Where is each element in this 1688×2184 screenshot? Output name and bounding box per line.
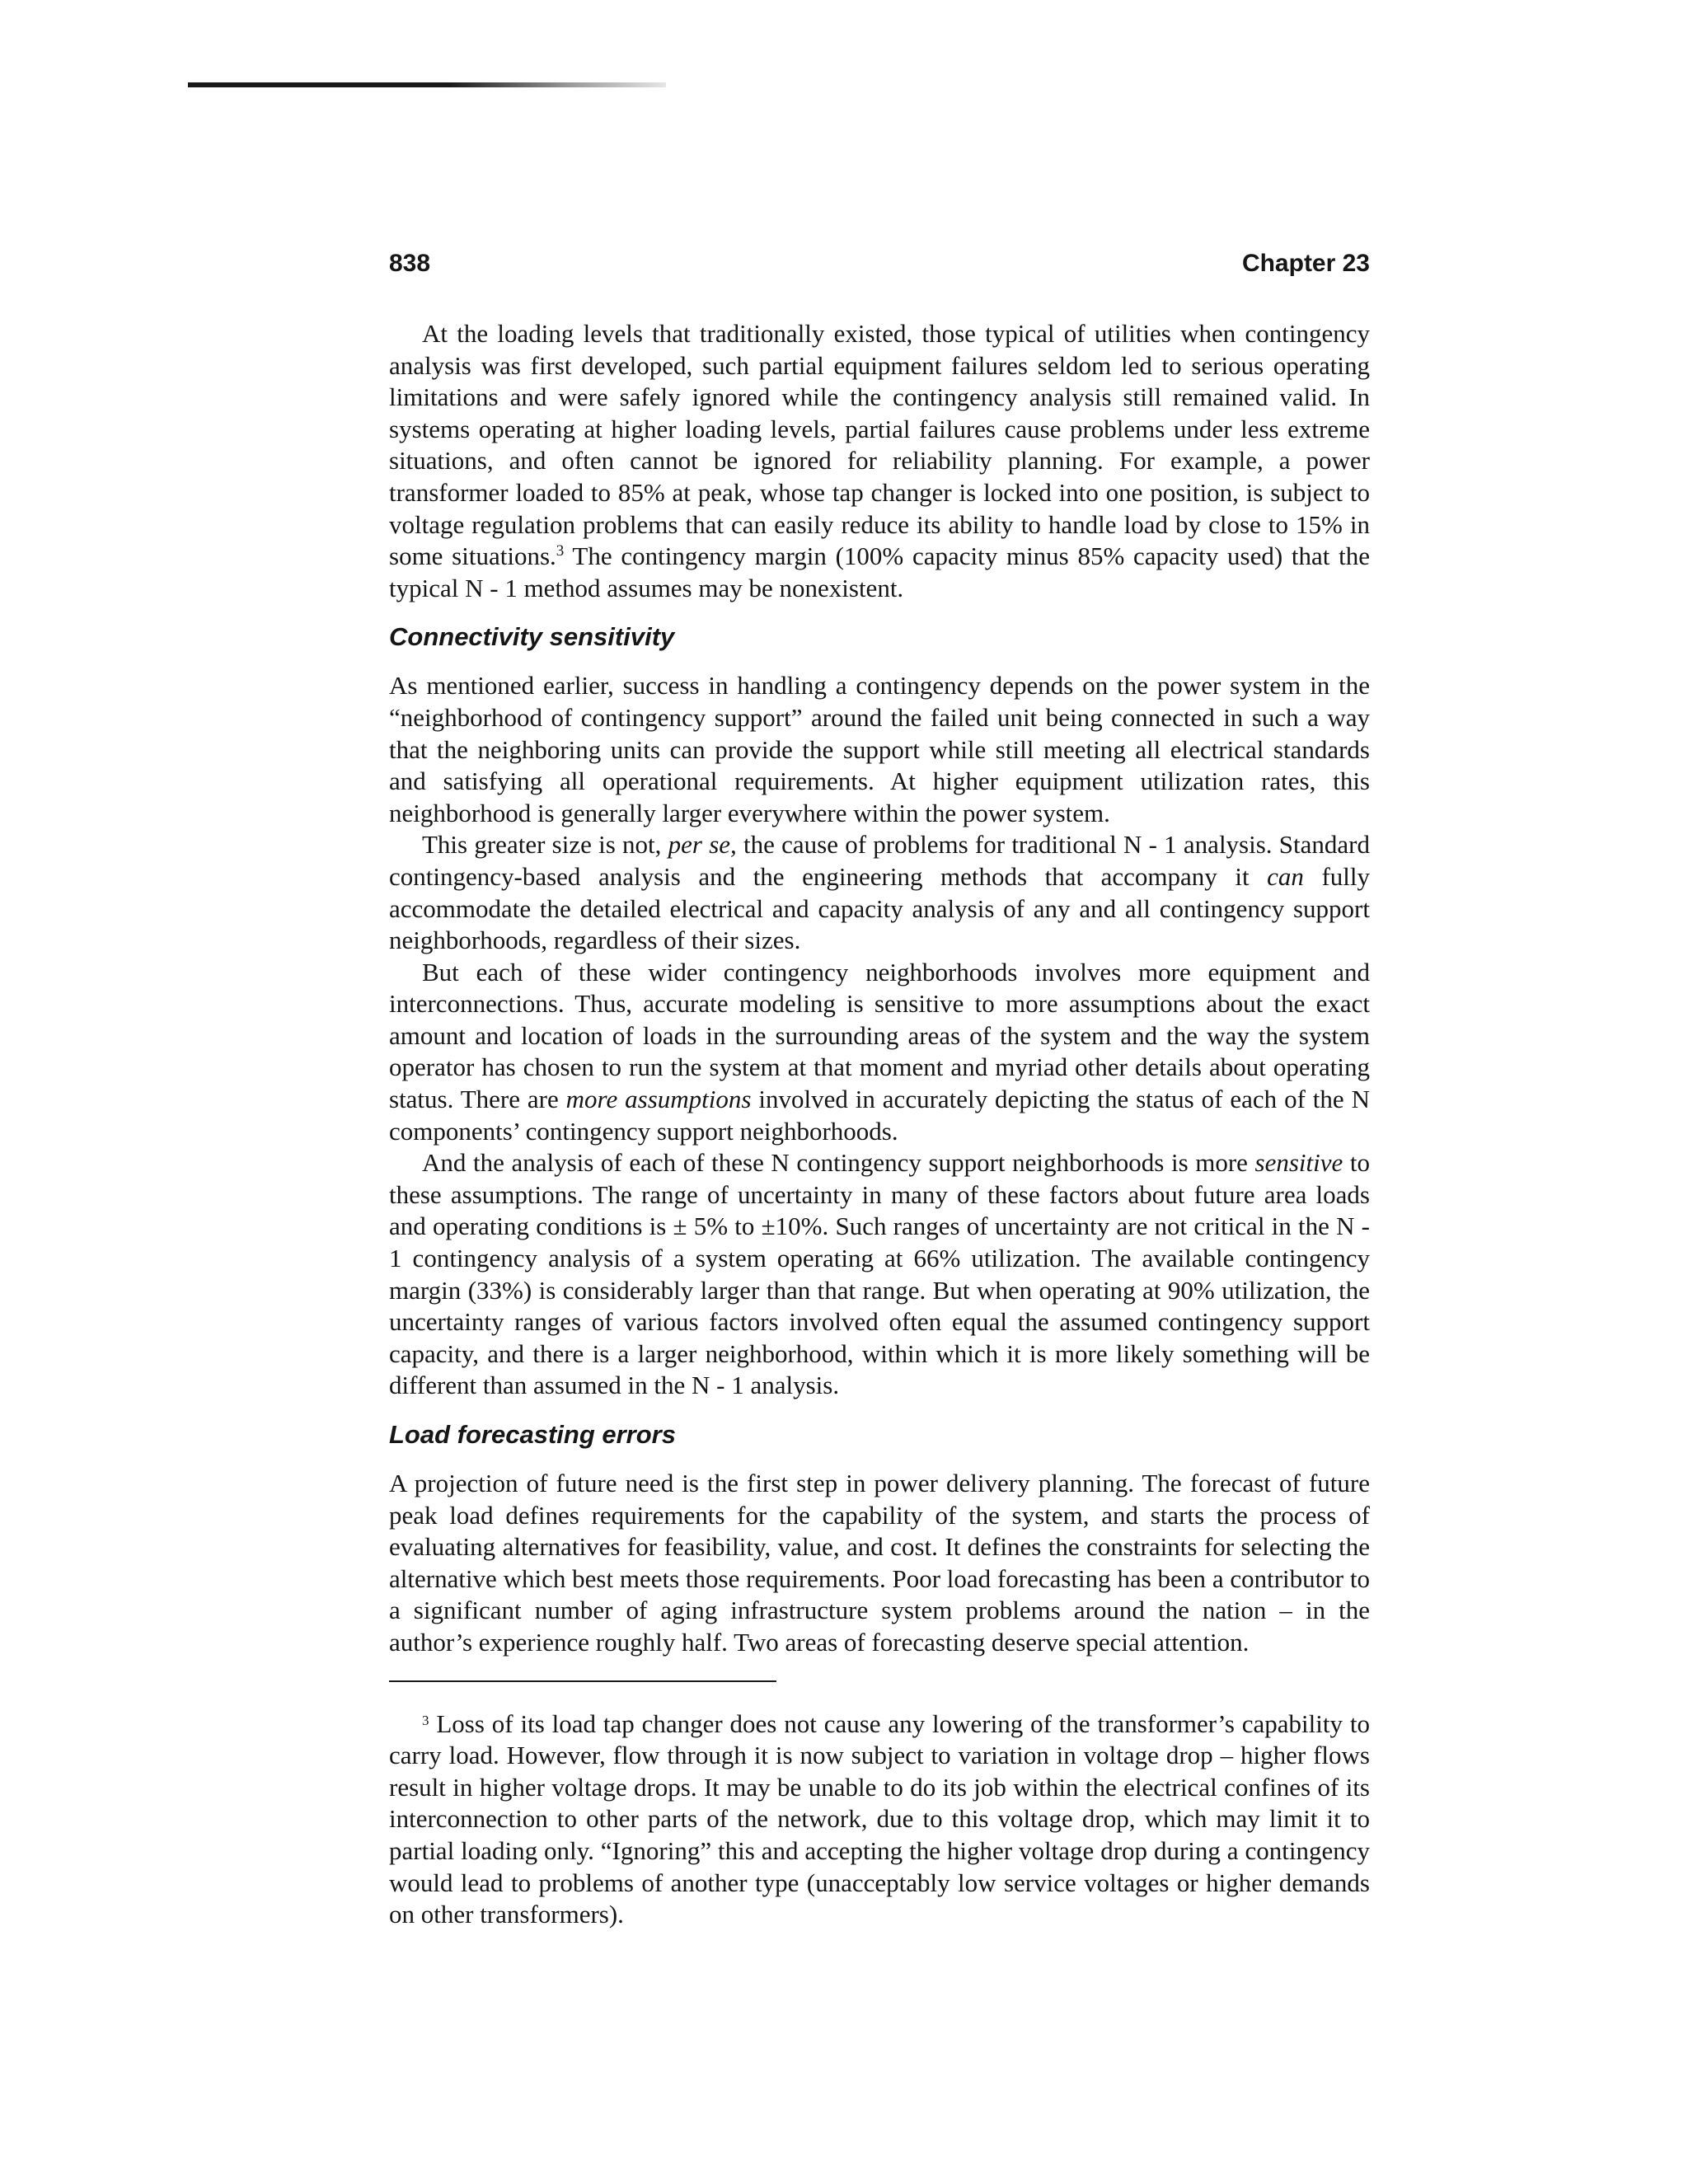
footnote-reference: 3 [556,542,565,560]
paragraph-text: This greater size is not, [422,830,668,860]
paragraph-text: The contingency margin (100% capacity minus 85% capacity used) that the typical N - 1 method assumes may be nonexistent. [389,541,1370,602]
paragraph-partial-failures [389,318,1370,604]
footnote-marker: 3 [422,1712,429,1728]
footnote-text: Loss of its load tap changer does not cause any lowering of the transformer’s capability to carry load. However, flow through it is now subject to variation in voltage drop – higher flows result in higher voltage drops. It may be unable to do its job within the electrical confines of its interconnection to other parts of the network, due to this voltage drop, which may limit it to partial loading only. “Ignoring” this and accepting the higher voltage drop during a contingency would lead to problems of another type (unacceptably low service voltages or higher demands on other transformers). [389,1708,1370,1929]
chapter-title: Chapter 23 [1241,250,1370,277]
emphasis-text: can [1267,861,1304,891]
paragraph-text: At the loading levels that traditionally existed, those typical of utilities when contingency analysis was first developed, such partial equipment failures seldom led to serious operating limitations and were safely ignored while the contingency analysis still remained valid. In systems operating at higher loading levels, partial failures cause problems under less extreme situations, and often cannot be ignored for reliability planning. For example, a power transformer loaded to 85% at peak, whose tap changer is locked into one position, is subject to voltage regulation problems that can easily reduce its ability to handle load by close to 15% in some situations. [389,319,1370,571]
paragraph-text: to these assumptions. The range of uncertainty in many of these factors about future area loads and operating conditions is ± 5% to ±10%. Such ranges of uncertainty are not critical in the N - 1 contingency analysis of a system operating at 66% utilization. The available contingency margin (33%) is considerably larger than that range. But when operating at 90% utilization, the uncertainty ranges of various factors involved often equal the assumed contingency support capacity, and there is a larger neighborhood, within which it is more likely something will be different than assumed in the N - 1 analysis. [389,1148,1370,1400]
emphasis-text: more assumptions [565,1085,752,1114]
paragraph-greater-size [389,829,1370,956]
top-scan-rule [188,82,666,87]
running-head [389,246,1370,282]
page-body [389,318,1370,1931]
page-number: 838 [389,250,431,277]
paragraph-sensitivity-analysis [389,1147,1370,1402]
emphasis-text: per se, [668,830,737,860]
footnote-divider [389,1680,776,1682]
paragraph-neighborhood: As mentioned earlier, success in handling a contingency depends on the power system in the “neighborhood of contingency support” around the failed unit being connected in such a way that the neighboring units can provide the support while still meeting all electrical standards and satisfying all operational requirements. At higher equipment utilization rates, this neighborhood is generally larger everywhere within the power system. [389,671,1370,827]
paragraph-text: And the analysis of each of these N contingency support neighborhoods is more [422,1148,1255,1178]
paragraph-text: fully accommodate the detailed electrical and capacity analysis of any and all contingency support neighborhoods, regardless of their sizes. [389,861,1370,955]
paragraph-load-forecasting: A projection of future need is the first step in power delivery planning. The forecast of future peak load defines requirements for the capability of the system, and starts the process of evaluating alternatives for feasibility, value, and cost. It defines the constraints for selecting the alternative which best meets those requirements. Poor load forecasting has been a contributor to a significant number of aging infrastructure system problems around the nation – in the author’s experience roughly half. Two areas of forecasting deserve special attention. [389,1469,1370,1657]
section-heading-load-forecasting-errors: Load forecasting errors [389,1420,676,1449]
paragraph-text: But each of these wider contingency neighborhoods involves more equipment and interconnections. Thus, accurate modeling is sensitive to more assumptions about the exact amount and location of loads in the surrounding areas of the system and the way the system operator has chosen to run the system at that moment and myriad other details about operating status. There are [389,957,1370,1114]
emphasis-text: sensitive [1254,1148,1343,1178]
paragraph-text: the cause of problems for traditional N - 1 analysis. Standard contingency-based analysis and the engineering methods that accompany it [389,830,1370,891]
section-heading-connectivity-sensitivity: Connectivity sensitivity [389,622,675,652]
book-page [389,246,1370,1931]
paragraph-text: involved in accurately depicting the status of each of the N components’ contingency support neighborhoods. [389,1085,1370,1146]
footnote [389,1708,1370,1931]
paragraph-wider-neighborhoods [389,957,1370,1148]
